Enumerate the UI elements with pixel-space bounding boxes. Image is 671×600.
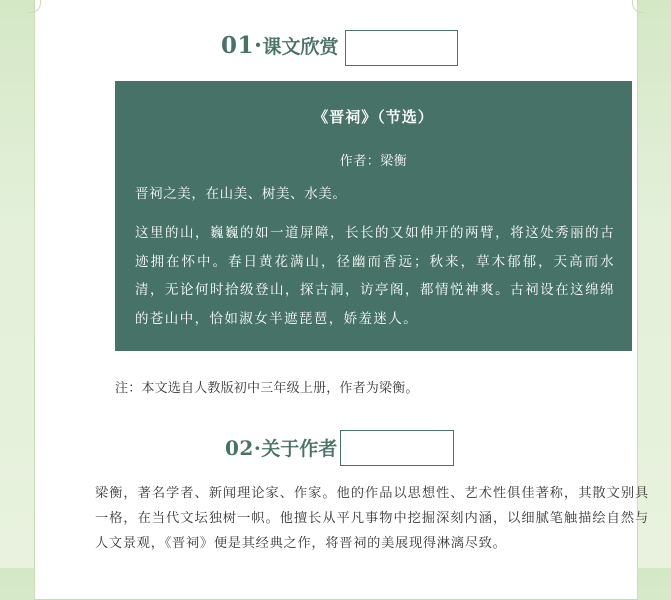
section-header-text-appreciation [35, 28, 637, 68]
excerpt-author: 作者：梁衡 [339, 154, 408, 169]
section-header-about-author [35, 428, 637, 468]
section-label: 关于作者 [261, 438, 338, 460]
section-title [221, 32, 339, 59]
header-frame [340, 430, 454, 466]
section-number: 01· [221, 32, 263, 59]
excerpt-box [115, 81, 632, 351]
section-number: 02· [225, 436, 262, 460]
author-bio: 梁衡，著名学者、新闻理论家、作家。他的作品以思想性、艺术性俱佳著称，其散文别具一格，在当代文坛独树一帜。他擅长从平凡事物中挖掘深刻内涵，以细腻笔触描绘自然与人文景观，《晋祠》便是其经典之作，将晋祠的美展现得淋漓尽致。 [95, 486, 649, 551]
section-label: 课文欣赏 [262, 36, 339, 58]
header-frame [345, 30, 458, 66]
excerpt-paragraph: 晋祠之美，在山美、树美、水美。 [135, 186, 347, 202]
excerpt-paragraph: 这里的山，巍巍的如一道屏障，长长的又如伸开的两臂，将这处秀丽的古迹拥在怀中。春日黄花满山，径幽而香远；秋来，草木郁郁，天高而水清，无论何时拾级登山，探古洞，访亭阁，都情悦神爽。古祠设在这绵绵的苍山中，恰如淑女半遮琵琶，娇羞迷人。 [135, 225, 615, 327]
excerpt-title: 《晋祠》（节选） [313, 108, 434, 126]
source-note: 注：本文选自人教版初中三年级上册，作者为梁衡。 [115, 381, 419, 396]
content-card [34, 0, 649, 600]
section-title [225, 434, 337, 461]
